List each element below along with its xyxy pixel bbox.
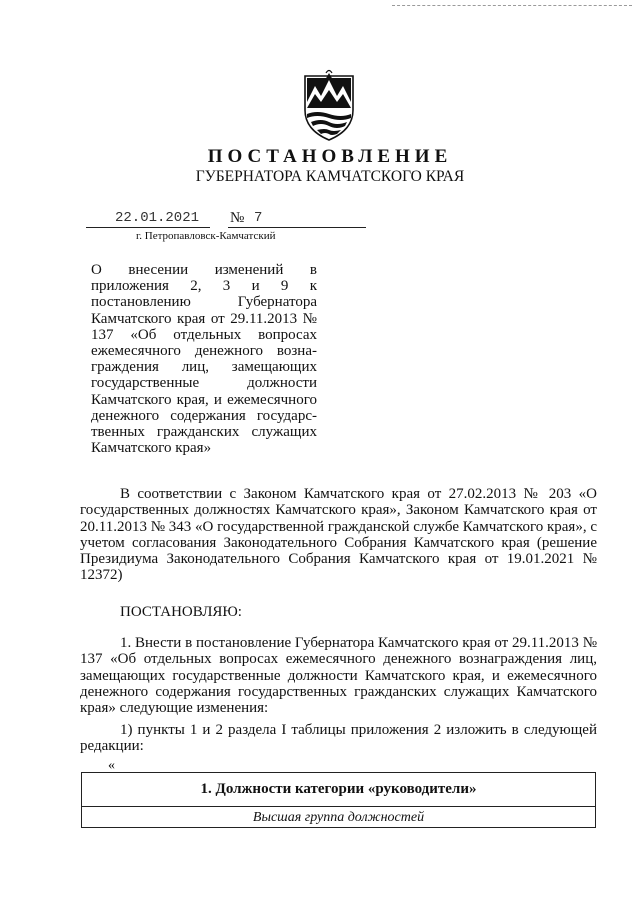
document-number: 7 [254, 210, 263, 226]
document-issuer: ГУБЕРНАТОРА КАМЧАТСКОГО КРАЯ [195, 168, 465, 185]
number-underline [228, 227, 366, 228]
scan-artifact-line [392, 5, 632, 6]
positions-table [81, 772, 596, 828]
preamble-paragraph: В соответствии с Законом Камчатского края от 27.02.2013 № 203 «О государственных должностях Камчатского края», Законом Камчатского края от 20.11.2013 № 343 «О государственной гражданской службе Камчатского края», с учетом согласования Законодательного Собрания Камчатского края (решение Президиума Законодательного Собрания Камчатского края от 19.01.2021 № 12372) [80, 486, 597, 584]
document-title: ПОСТАНОВЛЕНИЕ [207, 146, 453, 167]
date-underline [86, 227, 210, 228]
decree-heading: ПОСТАНОВЛЯЮ: [120, 604, 242, 620]
coat-of-arms-icon [299, 68, 359, 142]
number-sign: № [230, 210, 245, 226]
item-1-1-paragraph: 1) пункты 1 и 2 раздела I таблицы приложения 2 изложить в следующей редакции: [80, 722, 597, 755]
table-group-title: Высшая группа должностей [252, 809, 425, 825]
issue-place: г. Петропавловск-Камчатский [136, 230, 276, 242]
table-section-title: 1. Должности категории «руководители» [82, 773, 595, 807]
opening-quote: « [108, 758, 115, 773]
document-subject: О внесении изменений в приложения 2, 3 и 9 к постановлению Губернатора Камчатского края от 29.11.2013 № 137 «Об отдельных вопросах ежемесячного денежного возна-граждения лиц, замещающих государственные должности Камчатского края, и ежемесячного денежного содержания государс-твенных гражданских служащих Камчатского края» [91, 262, 317, 457]
document-date: 22.01.2021 [115, 210, 200, 226]
item-1-paragraph: 1. Внести в постановление Губернатора Камчатского края от 29.11.2013 № 137 «Об отдельных вопросах ежемесячного денежного вознаграждения лиц, замещающих государственные должности Камчатского края, и ежемесячного денежного содержания государственных гражданских служащих Камчатского края» следующие изменения: [80, 635, 597, 717]
